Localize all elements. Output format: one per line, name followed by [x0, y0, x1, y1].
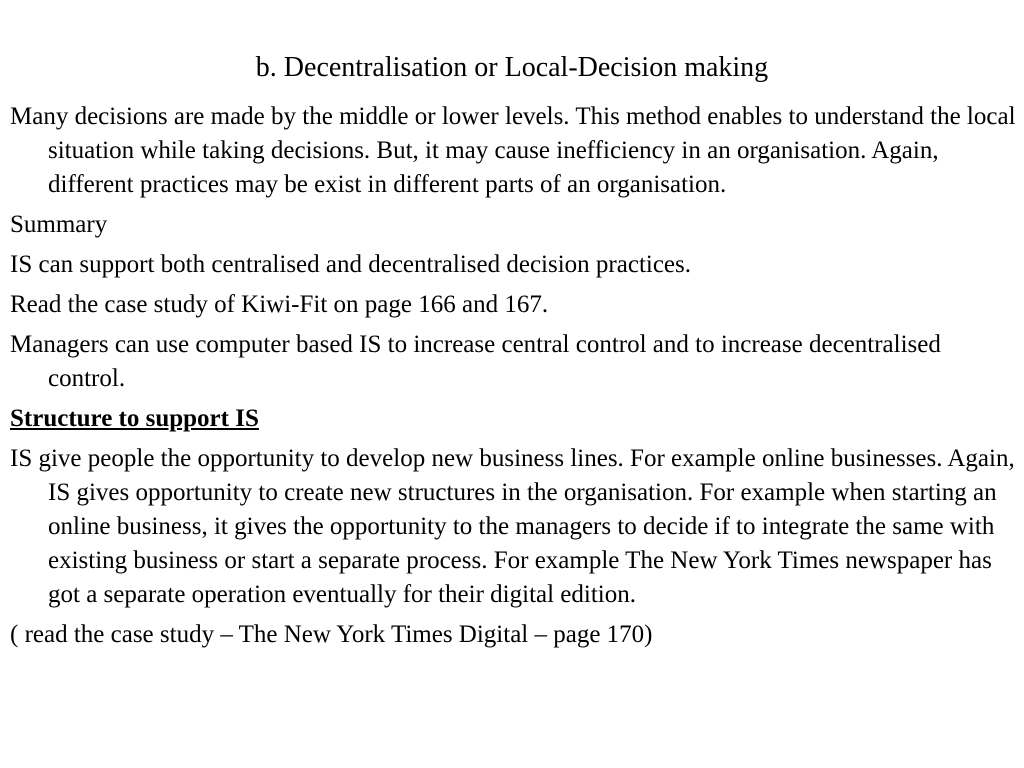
paragraph-summary-label: Summary [10, 211, 108, 238]
paragraph-new-business-lines: IS give people the opportunity to develop new business lines. For example online businesses. Again, IS gives opportunity to create new structures in the organisation. For example when starting an online business, it gives the opportunity to the managers to decide if to integrate the same with existing business or start a separate process. For example The New York Times newspaper has got a separate operation eventually for their digital edition. [10, 445, 1015, 608]
paragraph-case-study-nyt: ( read the case study – The New York Times Digital – page 170) [10, 621, 653, 648]
paragraph-case-study-kiwi-fit: Read the case study of Kiwi-Fit on page 166 and 167. [10, 291, 549, 318]
paragraph-managers-control: Managers can use computer based IS to increase central control and to increase decentralised control. [10, 331, 941, 392]
section-heading-structure: Structure to support IS [10, 405, 259, 432]
slide-title: b. Decentralisation or Local-Decision making [255, 52, 769, 83]
paragraph-decentralisation: Many decisions are made by the middle or lower levels. This method enables to understand the local situation while taking decisions. But, it may cause inefficiency in an organisation. Again, different practices may be exist in different parts of an organisation. [10, 103, 1016, 198]
paragraph-is-support: IS can support both centralised and decentralised decision practices. [10, 251, 692, 278]
slide-content [10, 100, 1016, 658]
